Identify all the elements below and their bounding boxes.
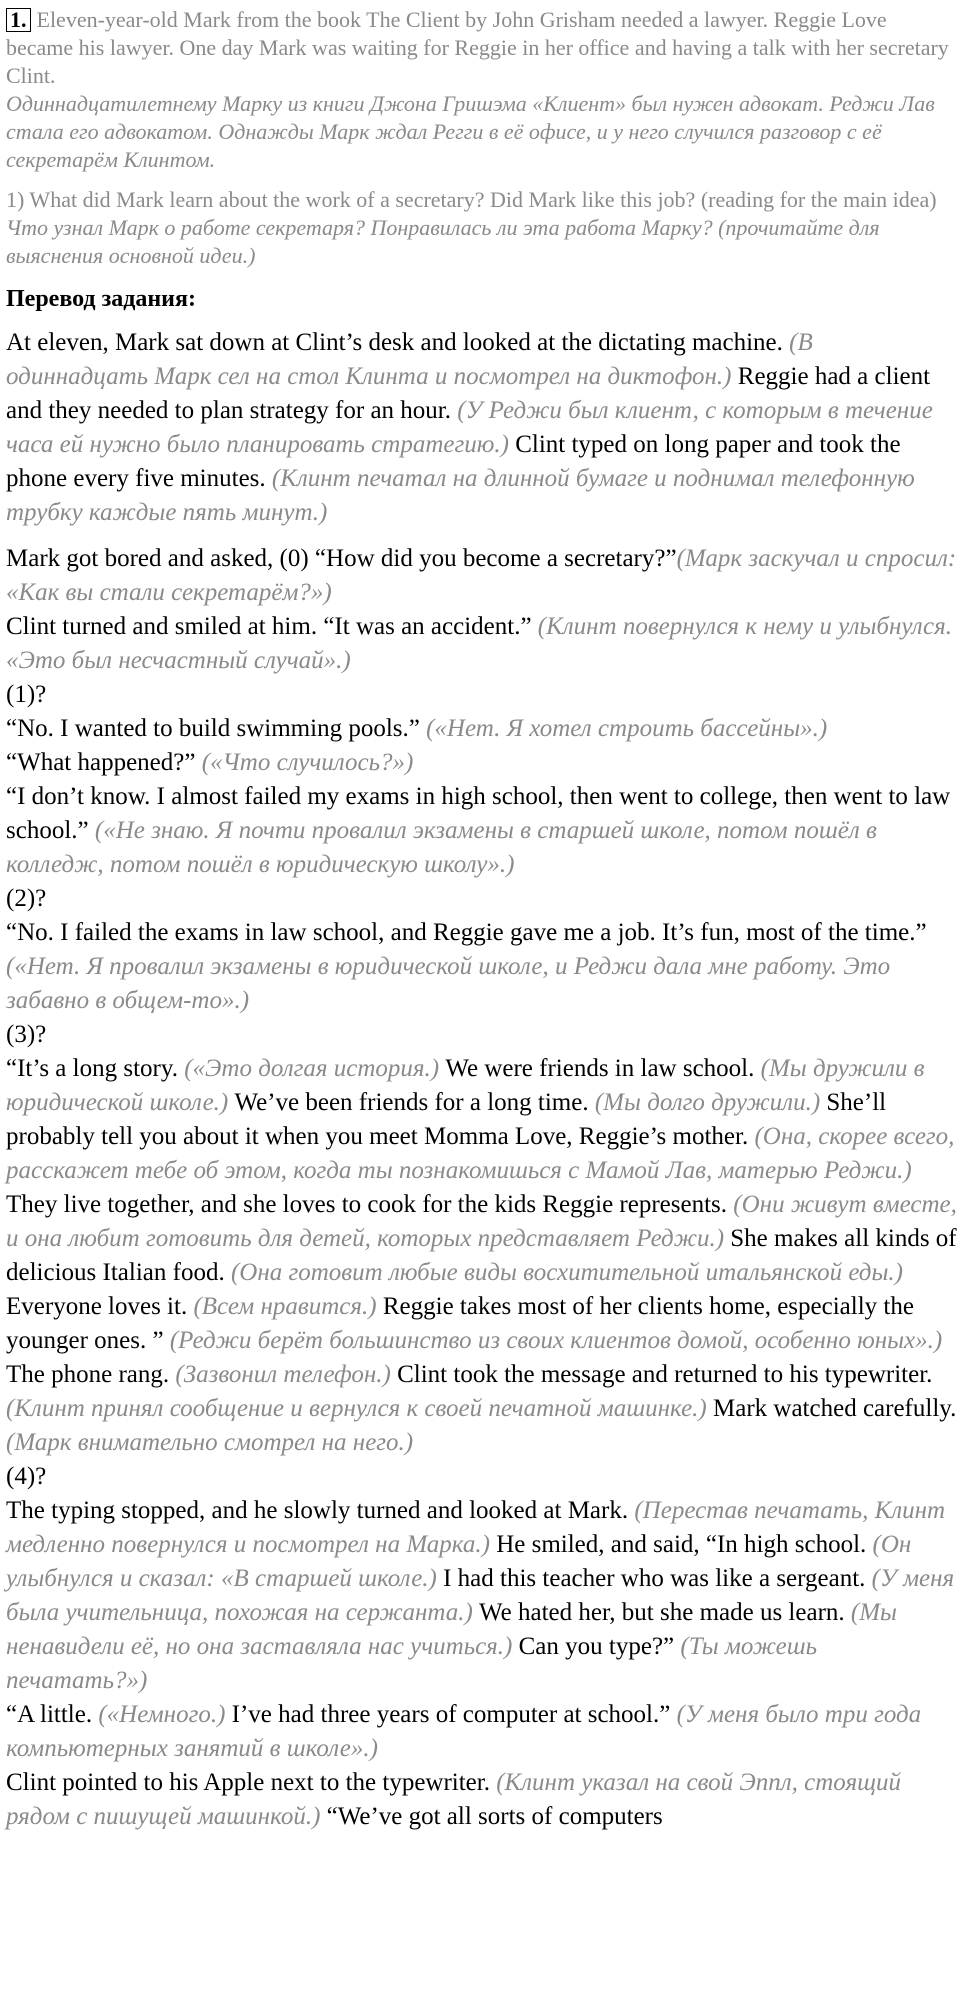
- russian-translation: (Мы дружили в юридической школе.): [6, 1055, 925, 1116]
- english-sentence: Clint typed on long paper and took the phone every five minutes.: [6, 431, 901, 492]
- english-sentence: Mark got bored and asked, (0) “How did you become a secretary?”: [6, 545, 677, 572]
- russian-translation: («Немного.): [98, 1701, 232, 1728]
- english-sentence: We hated her, but she made us learn.: [479, 1599, 851, 1626]
- english-sentence: Everyone loves it.: [6, 1293, 194, 1320]
- paragraph: [6, 712, 958, 746]
- paragraph: [6, 326, 958, 530]
- english-sentence: I had this teacher who was like a sergeant.: [443, 1565, 872, 1592]
- paragraph: [6, 1766, 958, 1834]
- translation-heading: Перевод задания:: [6, 286, 196, 312]
- russian-translation: (Клинт указал на свой Эппл, стоящий рядом с пишущей машинкой.): [6, 1769, 901, 1830]
- task-number: 1.: [6, 8, 31, 32]
- russian-translation: (Они живут вместе, и она любит готовить для детей, которых представляет Реджи.): [6, 1191, 957, 1252]
- russian-translation: (Она готовит любые виды восхитительной итальянской еды.): [230, 1259, 903, 1286]
- english-sentence: We were friends in law school.: [445, 1055, 761, 1082]
- russian-translation: (Всем нравится.): [193, 1293, 383, 1320]
- english-sentence: “It’s a long story.: [6, 1055, 185, 1082]
- russian-translation: (Марк внимательно смотрел на него.): [6, 1429, 414, 1456]
- russian-translation: («Что случилось?»): [201, 749, 414, 776]
- english-sentence: “No. I failed the exams in law school, and Reggie gave me a job. It’s fun, most of the time.”: [6, 919, 927, 946]
- intro-english: [6, 6, 958, 90]
- question-english: 1) What did Mark learn about the work of a secretary? Did Mark like this job? (reading for the main idea): [6, 187, 937, 212]
- paragraph: [6, 1358, 958, 1460]
- russian-translation: (У меня было три года компьютерных занятий в школе».): [6, 1701, 922, 1762]
- paragraph: [6, 1494, 958, 1698]
- english-sentence: I’ve had three years of computer at school.”: [231, 1701, 677, 1728]
- english-sentence: They live together, and she loves to cook for the kids Reggie represents.: [6, 1191, 734, 1218]
- english-sentence: Mark watched carefully.: [713, 1395, 957, 1422]
- paragraph: [6, 678, 958, 712]
- russian-translation: (Клинт повернулся к нему и улыбнулся. «Это был несчастный случай».): [6, 613, 952, 674]
- english-sentence: At eleven, Mark sat down at Clint’s desk and looked at the dictating machine.: [6, 329, 790, 356]
- paragraph: [6, 746, 958, 780]
- translation-body: [6, 326, 958, 1834]
- russian-translation: (Он улыбнулся и сказал: «В старшей школе.): [6, 1531, 912, 1592]
- english-sentence: The phone rang.: [6, 1361, 176, 1388]
- intro-en-text: Eleven-year-old Mark from the book The Client by John Grisham needed a lawyer. Reggie Love became his lawyer. One day Mark was waiting for Reggie in her office and having a talk with her secretary Clint.: [6, 7, 949, 88]
- paragraph: [6, 542, 958, 610]
- english-sentence: Reggie takes most of her clients home, especially the younger ones. ”: [6, 1293, 914, 1354]
- english-sentence: Can you type?”: [518, 1633, 681, 1660]
- english-sentence: She makes all kinds of delicious Italian food.: [6, 1225, 957, 1286]
- task-intro: [6, 6, 958, 270]
- russian-translation: («Это долгая история.): [184, 1055, 446, 1082]
- russian-translation: (Она, скорее всего, расскажет тебе об этом, когда ты познакомишься с Мамой Лав, матерью Реджи.): [6, 1123, 955, 1184]
- russian-translation: (Мы ненавидели её, но она заставляла нас учиться.): [6, 1599, 897, 1660]
- russian-translation: (У меня была учительница, похожая на сержанта.): [6, 1565, 955, 1626]
- intro-russian: Одиннадцатилетнему Марку из книги Джона Гришэма «Клиент» был нужен адвокат. Реджи Лав стала его адвокатом. Однажды Марк ждал Регги в её офисе, и у него случился разговор с её секретарём Клинтом.: [6, 91, 935, 172]
- russian-translation: (Ты можешь печатать?»): [6, 1633, 817, 1694]
- paragraph: [6, 916, 958, 1018]
- paragraph: [6, 1018, 958, 1052]
- paragraph: [6, 1698, 958, 1766]
- english-sentence: Reggie had a client and they needed to plan strategy for an hour.: [6, 363, 931, 424]
- russian-translation: (У Реджи был клиент, с которым в течение часа ей нужно было планировать стратегию.): [6, 397, 933, 458]
- question-russian: Что узнал Марк о работе секретаря? Понравилась ли эта работа Марку? (прочитайте для выяснения основной идеи.): [6, 215, 880, 268]
- russian-translation: (Клинт печатал на длинной бумаге и поднимал телефонную трубку каждые пять минут.): [6, 465, 915, 526]
- paragraph: [6, 1052, 958, 1358]
- english-sentence: “I don’t know. I almost failed my exams in high school, then went to college, then went to law school.”: [6, 783, 951, 844]
- russian-translation: (В одиннадцать Марк сел на стол Клинта и посмотрел на диктофон.): [6, 329, 813, 390]
- russian-translation: («Не знаю. Я почти провалил экзамены в старшей школе, потом пошёл в колледж, потом пошёл в юридическую школу».): [6, 817, 877, 878]
- english-sentence: (2)?: [6, 885, 47, 912]
- english-sentence: “A little.: [6, 1701, 99, 1728]
- english-sentence: (3)?: [6, 1021, 47, 1048]
- russian-translation: («Нет. Я провалил экзамены в юридической школе, и Реджи дала мне работу. Это забавно в общем-то».): [6, 953, 891, 1014]
- english-sentence: “No. I wanted to build swimming pools.”: [6, 715, 427, 742]
- english-sentence: (1)?: [6, 681, 47, 708]
- russian-translation: (Клинт принял сообщение и вернулся к своей печатной машинке.): [6, 1395, 713, 1422]
- russian-translation: (Зазвонил телефон.): [175, 1361, 398, 1388]
- paragraph: [6, 1460, 958, 1494]
- english-sentence: “We’ve got all sorts of computers: [326, 1803, 663, 1830]
- english-sentence: (4)?: [6, 1463, 47, 1490]
- russian-translation: («Нет. Я хотел строить бассейны».): [426, 715, 828, 742]
- paragraph: [6, 780, 958, 882]
- english-sentence: Clint turned and smiled at him. “It was an accident.”: [6, 613, 538, 640]
- russian-translation: (Марк заскучал и спросил: «Как вы стали секретарём?»): [6, 545, 957, 606]
- russian-translation: (Реджи берёт большинство из своих клиентов домой, особенно юных».): [169, 1327, 943, 1354]
- english-sentence: The typing stopped, and he slowly turned and looked at Mark.: [6, 1497, 635, 1524]
- english-sentence: We’ve been friends for a long time.: [234, 1089, 595, 1116]
- english-sentence: Clint pointed to his Apple next to the typewriter.: [6, 1769, 497, 1796]
- russian-translation: (Перестав печатать, Клинт медленно повернулся и посмотрел на Марка.): [6, 1497, 946, 1558]
- english-sentence: Clint took the message and returned to his typewriter.: [397, 1361, 933, 1388]
- english-sentence: He smiled, and said, “In high school.: [496, 1531, 873, 1558]
- russian-translation: (Мы долго дружили.): [594, 1089, 827, 1116]
- paragraph: [6, 610, 958, 678]
- paragraph: [6, 882, 958, 916]
- english-sentence: “What happened?”: [6, 749, 202, 776]
- english-sentence: She’ll probably tell you about it when you meet Momma Love, Reggie’s mother.: [6, 1089, 887, 1150]
